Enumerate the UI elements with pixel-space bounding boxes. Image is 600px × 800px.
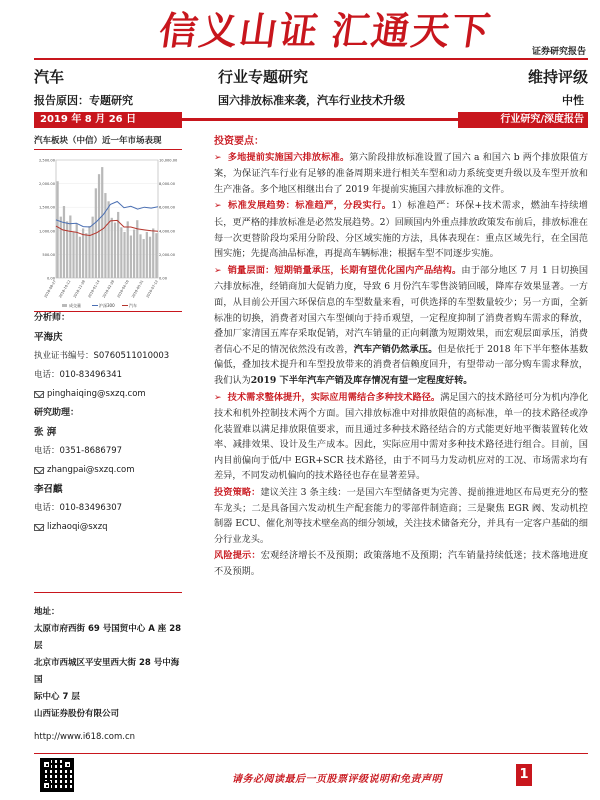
point-3-emphasis-b: 2019 下半年汽车产销及库存情况有望一定程度好转。 bbox=[250, 374, 473, 386]
legend-label: 沪深300 bbox=[99, 303, 115, 308]
point-1 bbox=[214, 150, 588, 198]
legend-swatch bbox=[62, 304, 67, 307]
assistant2-email[interactable]: lizhaoqi@sxzq bbox=[47, 522, 108, 532]
rating-value: 中性 bbox=[562, 94, 584, 107]
volume-bar bbox=[88, 226, 90, 278]
report-date: 2019 年 8 月 26 日 bbox=[34, 112, 182, 128]
volume-bar bbox=[120, 227, 122, 278]
left-column bbox=[34, 134, 182, 312]
address-beijing-cont: 际中心 7 层 bbox=[34, 692, 80, 702]
chart-svg bbox=[34, 154, 182, 312]
volume-bar bbox=[139, 234, 141, 278]
volume-bar bbox=[101, 167, 103, 278]
volume-bar bbox=[130, 236, 132, 278]
analyst-email-row bbox=[34, 388, 184, 401]
x-tick-label: 2019-04-16 bbox=[116, 279, 130, 299]
volume-bar bbox=[69, 215, 71, 278]
report-title: 行业专题研究 bbox=[218, 68, 309, 86]
point-3-emphasis-a: 汽车产销仍然承压。 bbox=[353, 343, 438, 355]
address-divider bbox=[34, 592, 182, 593]
page-header bbox=[0, 0, 600, 62]
y-left-tick-label: 500.00 bbox=[42, 252, 55, 257]
main-content bbox=[214, 134, 588, 581]
volume-bar bbox=[155, 233, 157, 278]
strategy-label: 投资策略： bbox=[214, 487, 261, 499]
y-right-tick-label: 6,000.00 bbox=[159, 205, 176, 210]
title-row bbox=[34, 66, 588, 88]
risk-paragraph bbox=[214, 548, 588, 579]
volume-bar bbox=[56, 181, 58, 278]
volume-bar bbox=[133, 230, 135, 278]
arrow-bullet-icon: ➢ bbox=[214, 152, 222, 163]
assistant-label: 研究助理： bbox=[34, 408, 80, 418]
analyst-name: 平海庆 bbox=[34, 332, 63, 343]
company-website[interactable]: http://www.i618.com.cn bbox=[34, 732, 136, 742]
volume-bar bbox=[85, 233, 87, 278]
key-points-heading: 投资要点： bbox=[214, 136, 264, 147]
point-3 bbox=[214, 263, 588, 389]
report-reason: 报告原因：专题研究 bbox=[34, 94, 133, 107]
legend-label: 汽车 bbox=[129, 303, 137, 308]
company-name: 山西证券股份有限公司 bbox=[34, 709, 120, 719]
market-chart bbox=[34, 154, 182, 312]
point-4-text: 满足国六的技术路径可分为机内净化技术和机外控制技术两个方面。国六排放标准中对排放限值的高标准，单一的技术路径或净化装置难以满足排放限值要求，而且通过多种技术路径结合的方式能更好地平衡装置转化效率、减排效果、设计及生产成本。因此，实际应用中需对多种技术路径进行组合。目前，国内目前偏向于低/中 EGR+SCR 技术路径，由于不同马力发动机应对的工况、市场需求均有差异，不同发动机偏向的技术路径也存在显著差异。 bbox=[214, 391, 589, 482]
address-beijing: 北京市西城区平安里西大街 28 号中海国 bbox=[34, 658, 180, 685]
email-icon bbox=[34, 524, 44, 531]
analyst-email[interactable]: pinghaiqing@sxzq.com bbox=[47, 389, 146, 399]
address-taiyuan: 太原市府西街 69 号国贸中心 A 座 28 层 bbox=[34, 624, 182, 651]
disclaimer-text: 请务必阅读最后一页股票评级说明和免责声明 bbox=[232, 774, 442, 785]
volume-bar bbox=[66, 221, 68, 278]
volume-bar bbox=[107, 201, 109, 278]
qr-code-icon bbox=[40, 758, 74, 792]
x-tick-label: 2018-08-27 bbox=[43, 279, 57, 299]
chart-title: 汽车板块（中信）近一年市场表现 bbox=[34, 134, 182, 150]
y-left-tick-label: 0.00 bbox=[46, 276, 55, 281]
address-label: 地址： bbox=[34, 607, 60, 617]
point-3-text-a: 由于部分地区 7 月 1 日切换国六排放标准，经销商加大促销力度，导致 6 月份汽车零售淡销回暖，降库存效果显著。一方面，从目前公开国六环保信息的车型数量来看，可供选择的车型数量较少；另一方面，全新标准的切换，消费者对国六车型倾向于持币观望，一定程度抑制了消费者购车需求的释放，叠加厂家清国五库存采取促销，对汽车销量的正向刺激为短期效果，而宏观层面承压，消费者信心不足的情况依然没有改善， bbox=[214, 264, 589, 355]
x-tick-label: 2019-01-14 bbox=[87, 279, 101, 299]
y-right-tick-label: 0.00 bbox=[159, 276, 168, 281]
y-right-tick-label: 8,000.00 bbox=[159, 182, 176, 187]
report-headline: 国六排放标准来袭，汽车行业技术升级 bbox=[218, 94, 405, 107]
y-left-tick-label: 2,500.00 bbox=[38, 158, 55, 163]
email-icon bbox=[34, 391, 44, 398]
page-number: 1 bbox=[516, 764, 532, 786]
x-tick-label: 2019-07-12 bbox=[145, 279, 159, 299]
point-2-heading: 标准发展趋势：标准趋严，分段实行。 bbox=[227, 200, 392, 212]
arrow-bullet-icon: ➢ bbox=[214, 265, 222, 276]
assistant2-name: 李召麒 bbox=[34, 484, 63, 495]
date-bar-line bbox=[182, 118, 458, 121]
strategy-text: 建议关注 3 条主线：一是国六车型储备更为完善、提前推进地区布局更充分的整车龙头；二是具备国六发动机生产配套能力的零部件制造商；三是聚焦 EGR 阀、发动机控制器 ECU、催化剂等技术壁垒高的细分领域，关注技术储备充分，并具有一定客户基础的细分行业龙头。 bbox=[214, 487, 588, 545]
y-left-tick-label: 2,000.00 bbox=[38, 182, 55, 187]
date-bar bbox=[34, 112, 588, 128]
x-tick-label: 2019-05-31 bbox=[130, 279, 145, 299]
report-category: 行业研究/深度报告 bbox=[458, 112, 588, 128]
point-1-text: 第六阶段排放标准设置了国六 a 和国六 b 两个排放限值方案，为保证汽车行业有足够的准备周期来进行相关车型和动力系统变更升级以及车型开放和生产准备。多个地区相继出台了 2019 年提前实施国六排放标准的文件。 bbox=[214, 151, 589, 195]
analyst-phone: 电话：010-83496341 bbox=[34, 370, 123, 380]
y-right-tick-label: 2,000.00 bbox=[159, 252, 176, 257]
assistant1-email[interactable]: zhangpai@sxzq.com bbox=[47, 465, 135, 475]
y-left-tick-label: 1,500.00 bbox=[38, 205, 55, 210]
volume-bar bbox=[98, 174, 100, 278]
y-right-tick-label: 10,000.00 bbox=[159, 158, 178, 163]
assistant1-email-row bbox=[34, 464, 184, 477]
volume-bar bbox=[104, 193, 106, 278]
address-section bbox=[34, 604, 186, 746]
assistant1-phone: 电话：0351-8686797 bbox=[34, 446, 123, 456]
x-tick-label: 2018-10-12 bbox=[58, 279, 72, 299]
y-right-tick-label: 4,000.00 bbox=[159, 229, 176, 234]
volume-bar bbox=[127, 221, 129, 278]
strategy-paragraph bbox=[214, 485, 588, 547]
rating-title: 维持评级 bbox=[527, 68, 588, 86]
risk-label: 风险提示： bbox=[214, 550, 261, 562]
point-4 bbox=[214, 390, 588, 485]
volume-bar bbox=[143, 239, 145, 278]
email-icon bbox=[34, 467, 44, 474]
arrow-bullet-icon: ➢ bbox=[214, 201, 222, 212]
point-4-heading: 技术需求整体提升，实际应用需结合多种技术路径。 bbox=[227, 391, 441, 403]
point-2 bbox=[214, 198, 588, 261]
sector-name: 汽车 bbox=[34, 68, 65, 86]
volume-bar bbox=[79, 237, 81, 278]
legend-label: 成交量 bbox=[69, 303, 81, 308]
volume-bar bbox=[60, 217, 62, 278]
assistant1-name: 张 湃 bbox=[34, 427, 57, 438]
company-logo: 信义山证 汇通天下 bbox=[156, 8, 495, 53]
analyst-section bbox=[34, 312, 184, 540]
subtitle-row bbox=[34, 92, 588, 108]
volume-bar bbox=[149, 237, 151, 278]
point-3-heading: 销量层面：短期销量承压，长期有望优化国内产品结构。 bbox=[227, 264, 462, 276]
volume-bar bbox=[123, 232, 125, 278]
volume-bar bbox=[152, 228, 154, 278]
x-tick-label: 2019-02-28 bbox=[101, 279, 116, 299]
point-2-text: 1）标准趋严：环保+技术需求，燃油车持续增长，更严格的排放标准是必然发展趋势。2）回顾国内外重点排放政策发布前后，排放标准在每一次更替阶段均采用分阶段、分区域实施的方法，具体表现在：重点区域先行，在全国范围实施；先提高油品标准，再提高车辆标准；根据车型不同逐步实施。 bbox=[214, 200, 588, 260]
header-divider bbox=[34, 58, 588, 60]
x-tick-label: 2018-11-28 bbox=[72, 279, 87, 299]
volume-bar bbox=[72, 232, 74, 278]
volume-bar bbox=[114, 223, 116, 278]
footer-divider bbox=[34, 753, 588, 754]
point-1-heading: 多地提前实施国六排放标准。 bbox=[227, 151, 350, 163]
volume-bar bbox=[111, 218, 113, 278]
series-line-csi300 bbox=[56, 202, 158, 228]
report-type-label: 证券研究报告 bbox=[531, 47, 586, 57]
point-3-text-b: 但是依托于 2018 年下半年整体基数偏低，叠加技术提升和车型投放带来的消费者信赖度回升，有望带动一部分购车需求释放，我们认为 bbox=[214, 343, 589, 386]
y-left-tick-label: 1,000.00 bbox=[38, 229, 55, 234]
analyst-label: 分析师： bbox=[34, 313, 71, 323]
assistant2-email-row bbox=[34, 521, 184, 534]
volume-bar bbox=[82, 228, 84, 278]
assistant2-phone: 电话：010-83496307 bbox=[34, 503, 123, 513]
license-number: 执业证书编号：S0760511010003 bbox=[34, 351, 170, 361]
volume-bar bbox=[63, 206, 65, 278]
arrow-bullet-icon: ➢ bbox=[214, 392, 222, 403]
risk-text: 宏观经济增长不及预期；政策落地不及预期；汽车销量持续低迷；技术落地进度不及预期。 bbox=[214, 550, 589, 578]
volume-bar bbox=[146, 232, 148, 278]
